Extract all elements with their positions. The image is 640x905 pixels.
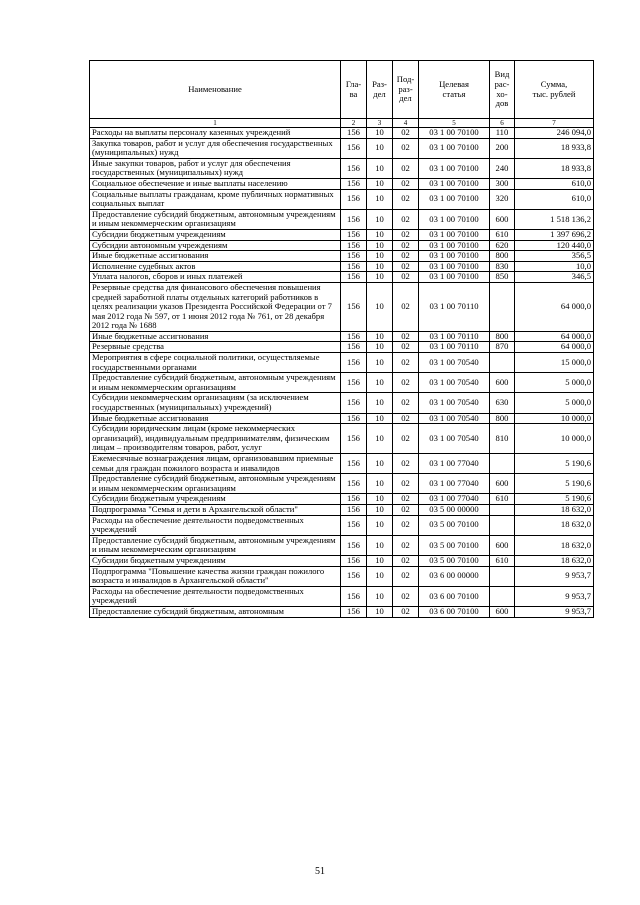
- cell-summa: 356,5: [515, 251, 594, 262]
- cell-razdel: 10: [367, 240, 393, 251]
- table-row: [90, 282, 594, 331]
- cell-name: Иные бюджетные ассигнования: [90, 413, 341, 424]
- col-header-name: Наименование: [90, 61, 341, 119]
- cell-summa: 64 000,0: [515, 342, 594, 353]
- cell-tsel: 03 6 00 70100: [419, 586, 490, 606]
- col-header-tsel-text: Целевая статья: [439, 78, 469, 99]
- cell-glava: 156: [341, 393, 367, 413]
- cell-vid: 110: [490, 128, 515, 139]
- cell-name: Субсидии автономным учреждениям: [90, 240, 341, 251]
- cell-razdel: 10: [367, 566, 393, 586]
- table-row: [90, 393, 594, 413]
- table-row: [90, 353, 594, 373]
- cell-tsel: 03 1 00 70540: [419, 393, 490, 413]
- cell-summa: 18 632,0: [515, 515, 594, 535]
- cell-glava: 156: [341, 413, 367, 424]
- cell-vid: [490, 566, 515, 586]
- col-header-vid-text: Вид рас- хо- дов: [494, 69, 510, 109]
- cell-summa: 5 000,0: [515, 373, 594, 393]
- table-row: [90, 272, 594, 283]
- cell-glava: 156: [341, 272, 367, 283]
- table-row: [90, 240, 594, 251]
- cell-razdel: 10: [367, 128, 393, 139]
- cell-name: Социальное обеспечение и иные выплаты населению: [90, 178, 341, 189]
- cell-podrazdel: 02: [393, 251, 419, 262]
- column-number: 1: [90, 119, 341, 128]
- cell-name: Расходы на обеспечение деятельности подведомственных учреждений: [90, 586, 341, 606]
- cell-glava: 156: [341, 342, 367, 353]
- cell-glava: 156: [341, 282, 367, 331]
- table-row: [90, 261, 594, 272]
- cell-tsel: 03 1 00 70100: [419, 261, 490, 272]
- cell-tsel: 03 5 00 70100: [419, 515, 490, 535]
- table-row: [90, 331, 594, 342]
- table-row: [90, 424, 594, 454]
- cell-name: Расходы на выплаты персоналу казенных учреждений: [90, 128, 341, 139]
- table-row: [90, 606, 594, 617]
- cell-podrazdel: 02: [393, 240, 419, 251]
- cell-name: Субсидии бюджетным учреждениям: [90, 555, 341, 566]
- cell-tsel: 03 1 00 70540: [419, 373, 490, 393]
- cell-razdel: 10: [367, 504, 393, 515]
- cell-name: Предоставление субсидий бюджетным, автономным: [90, 606, 341, 617]
- cell-vid: 800: [490, 413, 515, 424]
- cell-tsel: 03 1 00 70100: [419, 209, 490, 229]
- cell-glava: 156: [341, 138, 367, 158]
- cell-name: Предоставление субсидий бюджетным, автономным учреждениям и иным некоммерческим организациям: [90, 474, 341, 494]
- cell-summa: 1 518 136,2: [515, 209, 594, 229]
- cell-summa: 10 000,0: [515, 424, 594, 454]
- cell-glava: 156: [341, 494, 367, 505]
- cell-glava: 156: [341, 474, 367, 494]
- cell-name: Предоставление субсидий бюджетным, автономным учреждениям и иным некоммерческим организациям: [90, 535, 341, 555]
- cell-razdel: 10: [367, 535, 393, 555]
- cell-glava: 156: [341, 454, 367, 474]
- table-row: [90, 373, 594, 393]
- col-header-glava: [341, 61, 367, 119]
- cell-podrazdel: 02: [393, 272, 419, 283]
- cell-name: Ежемесячные вознаграждения лицам, организовавшим приемные семьи для граждан пожилого возраста и инвалидов: [90, 454, 341, 474]
- cell-vid: 620: [490, 240, 515, 251]
- cell-name: Субсидии бюджетным учреждениям: [90, 494, 341, 505]
- cell-tsel: 03 1 00 70100: [419, 251, 490, 262]
- column-number: 6: [490, 119, 515, 128]
- column-number: 5: [419, 119, 490, 128]
- cell-vid: 610: [490, 555, 515, 566]
- cell-podrazdel: 02: [393, 535, 419, 555]
- table-row: [90, 128, 594, 139]
- cell-summa: 120 440,0: [515, 240, 594, 251]
- table-row: [90, 158, 594, 178]
- cell-vid: 830: [490, 261, 515, 272]
- cell-glava: 156: [341, 158, 367, 178]
- cell-tsel: 03 1 00 70110: [419, 331, 490, 342]
- cell-vid: 320: [490, 189, 515, 209]
- col-header-summa-text: Сумма, тыс. рублей: [532, 78, 576, 99]
- cell-name: Резервные средства: [90, 342, 341, 353]
- cell-razdel: 10: [367, 454, 393, 474]
- cell-razdel: 10: [367, 424, 393, 454]
- cell-summa: 610,0: [515, 189, 594, 209]
- cell-podrazdel: 02: [393, 494, 419, 505]
- cell-podrazdel: 02: [393, 331, 419, 342]
- column-number-row: [90, 119, 594, 128]
- cell-razdel: 10: [367, 138, 393, 158]
- table-row: [90, 342, 594, 353]
- table-row: [90, 515, 594, 535]
- table-row: [90, 178, 594, 189]
- cell-summa: 64 000,0: [515, 282, 594, 331]
- cell-razdel: 10: [367, 606, 393, 617]
- col-header-razdel-text: Раз- дел: [372, 78, 387, 99]
- header-row: [90, 61, 594, 119]
- cell-vid: 600: [490, 606, 515, 617]
- cell-podrazdel: 02: [393, 606, 419, 617]
- col-header-podrazdel: [393, 61, 419, 119]
- cell-podrazdel: 02: [393, 261, 419, 272]
- cell-tsel: 03 6 00 70100: [419, 606, 490, 617]
- cell-tsel: 03 1 00 70100: [419, 158, 490, 178]
- cell-tsel: 03 1 00 70540: [419, 413, 490, 424]
- cell-summa: 1 397 696,2: [515, 229, 594, 240]
- cell-vid: 600: [490, 535, 515, 555]
- cell-tsel: 03 1 00 70110: [419, 342, 490, 353]
- table-row: [90, 209, 594, 229]
- cell-tsel: 03 1 00 70100: [419, 240, 490, 251]
- cell-razdel: 10: [367, 282, 393, 331]
- col-header-glava-text: Гла- ва: [345, 78, 362, 99]
- cell-name: Субсидии бюджетным учреждениям: [90, 229, 341, 240]
- cell-summa: 10,0: [515, 261, 594, 272]
- cell-name: Субсидии некоммерческим организациям (за исключением государственных (муниципальных) учреждений): [90, 393, 341, 413]
- table-row: [90, 504, 594, 515]
- cell-podrazdel: 02: [393, 128, 419, 139]
- cell-summa: 18 933,8: [515, 138, 594, 158]
- cell-razdel: 10: [367, 272, 393, 283]
- cell-podrazdel: 02: [393, 515, 419, 535]
- cell-summa: 18 632,0: [515, 555, 594, 566]
- cell-vid: 610: [490, 229, 515, 240]
- cell-podrazdel: 02: [393, 474, 419, 494]
- cell-name: Предоставление субсидий бюджетным, автономным учреждениям и иным некоммерческим организациям: [90, 209, 341, 229]
- cell-podrazdel: 02: [393, 189, 419, 209]
- table-row: [90, 494, 594, 505]
- table-row: [90, 586, 594, 606]
- cell-razdel: 10: [367, 178, 393, 189]
- cell-vid: [490, 515, 515, 535]
- cell-razdel: 10: [367, 342, 393, 353]
- cell-name: Иные закупки товаров, работ и услуг для обеспечения государственных (муниципальных) нужд: [90, 158, 341, 178]
- cell-tsel: 03 5 00 00000: [419, 504, 490, 515]
- cell-vid: 600: [490, 373, 515, 393]
- cell-razdel: 10: [367, 586, 393, 606]
- cell-glava: 156: [341, 353, 367, 373]
- table-row: [90, 454, 594, 474]
- cell-name: Социальные выплаты гражданам, кроме публичных нормативных социальных выплат: [90, 189, 341, 209]
- cell-podrazdel: 02: [393, 282, 419, 331]
- cell-razdel: 10: [367, 474, 393, 494]
- cell-podrazdel: 02: [393, 158, 419, 178]
- cell-summa: 9 953,7: [515, 606, 594, 617]
- cell-summa: 9 953,7: [515, 566, 594, 586]
- cell-name: Мероприятия в сфере социальной политики, осуществляемые государственными органами: [90, 353, 341, 373]
- cell-vid: [490, 353, 515, 373]
- cell-tsel: 03 1 00 77040: [419, 454, 490, 474]
- cell-podrazdel: 02: [393, 209, 419, 229]
- cell-vid: [490, 586, 515, 606]
- cell-podrazdel: 02: [393, 393, 419, 413]
- table-row: [90, 566, 594, 586]
- table-row: [90, 251, 594, 262]
- cell-glava: 156: [341, 261, 367, 272]
- cell-glava: 156: [341, 240, 367, 251]
- cell-glava: 156: [341, 229, 367, 240]
- cell-podrazdel: 02: [393, 178, 419, 189]
- cell-razdel: 10: [367, 229, 393, 240]
- budget-table: [89, 60, 594, 618]
- cell-vid: 810: [490, 424, 515, 454]
- table-row: [90, 413, 594, 424]
- cell-summa: 18 933,8: [515, 158, 594, 178]
- cell-vid: 800: [490, 331, 515, 342]
- cell-summa: 18 632,0: [515, 535, 594, 555]
- cell-summa: 346,5: [515, 272, 594, 283]
- col-header-razdel: [367, 61, 393, 119]
- cell-podrazdel: 02: [393, 373, 419, 393]
- cell-glava: 156: [341, 515, 367, 535]
- cell-razdel: 10: [367, 209, 393, 229]
- cell-name: Подпрограмма "Повышение качества жизни граждан пожилого возраста и инвалидов в Архангельской области": [90, 566, 341, 586]
- cell-tsel: 03 1 00 70110: [419, 282, 490, 331]
- cell-name: Расходы на обеспечение деятельности подведомственных учреждений: [90, 515, 341, 535]
- cell-glava: 156: [341, 586, 367, 606]
- cell-tsel: 03 1 00 70100: [419, 189, 490, 209]
- col-header-summa: [515, 61, 594, 119]
- cell-glava: 156: [341, 209, 367, 229]
- cell-glava: 156: [341, 178, 367, 189]
- cell-podrazdel: 02: [393, 342, 419, 353]
- cell-tsel: 03 1 00 70100: [419, 272, 490, 283]
- column-number: 2: [341, 119, 367, 128]
- cell-name: Субсидии юридическим лицам (кроме некоммерческих организаций), индивидуальным предпринимателям, физическим лицам – производителям товаров, работ, услуг: [90, 424, 341, 454]
- cell-vid: [490, 454, 515, 474]
- cell-podrazdel: 02: [393, 566, 419, 586]
- cell-podrazdel: 02: [393, 454, 419, 474]
- cell-razdel: 10: [367, 393, 393, 413]
- cell-vid: 800: [490, 251, 515, 262]
- cell-glava: 156: [341, 606, 367, 617]
- cell-tsel: 03 1 00 70540: [419, 353, 490, 373]
- table-row: [90, 555, 594, 566]
- cell-name: Иные бюджетные ассигнования: [90, 251, 341, 262]
- cell-glava: 156: [341, 251, 367, 262]
- cell-tsel: 03 5 00 70100: [419, 555, 490, 566]
- cell-podrazdel: 02: [393, 504, 419, 515]
- cell-vid: 610: [490, 494, 515, 505]
- cell-vid: 630: [490, 393, 515, 413]
- cell-vid: 200: [490, 138, 515, 158]
- cell-name: Исполнение судебных актов: [90, 261, 341, 272]
- cell-glava: 156: [341, 535, 367, 555]
- cell-summa: 5 190,6: [515, 454, 594, 474]
- cell-summa: 18 632,0: [515, 504, 594, 515]
- cell-vid: 240: [490, 158, 515, 178]
- cell-vid: 600: [490, 209, 515, 229]
- cell-name: Резервные средства для финансового обеспечения повышения средней заработной платы отдельных категорий работников в целях реализации указов Президента Российской Федерации от 7 мая 2012 года № 597, от 1 июня 2012 года № 761, от 28 декабря 2012 года № 1688: [90, 282, 341, 331]
- cell-podrazdel: 02: [393, 229, 419, 240]
- cell-tsel: 03 1 00 77040: [419, 474, 490, 494]
- table-row: [90, 474, 594, 494]
- cell-glava: 156: [341, 566, 367, 586]
- cell-vid: 870: [490, 342, 515, 353]
- cell-name: Иные бюджетные ассигнования: [90, 331, 341, 342]
- cell-razdel: 10: [367, 555, 393, 566]
- cell-summa: 5 190,6: [515, 474, 594, 494]
- table-row: [90, 229, 594, 240]
- col-header-vid: [490, 61, 515, 119]
- cell-summa: 10 000,0: [515, 413, 594, 424]
- cell-razdel: 10: [367, 353, 393, 373]
- cell-podrazdel: 02: [393, 138, 419, 158]
- cell-podrazdel: 02: [393, 555, 419, 566]
- cell-glava: 156: [341, 555, 367, 566]
- cell-summa: 5 190,6: [515, 494, 594, 505]
- cell-glava: 156: [341, 373, 367, 393]
- cell-razdel: 10: [367, 251, 393, 262]
- cell-summa: 9 953,7: [515, 586, 594, 606]
- column-number: 3: [367, 119, 393, 128]
- cell-tsel: 03 6 00 00000: [419, 566, 490, 586]
- cell-podrazdel: 02: [393, 413, 419, 424]
- cell-tsel: 03 1 00 70100: [419, 138, 490, 158]
- cell-vid: 300: [490, 178, 515, 189]
- cell-tsel: 03 1 00 70100: [419, 229, 490, 240]
- cell-name: Уплата налогов, сборов и иных платежей: [90, 272, 341, 283]
- table-row: [90, 138, 594, 158]
- cell-summa: 610,0: [515, 178, 594, 189]
- cell-glava: 156: [341, 331, 367, 342]
- cell-vid: [490, 282, 515, 331]
- cell-razdel: 10: [367, 158, 393, 178]
- page-number: 51: [315, 866, 325, 877]
- cell-tsel: 03 1 00 70540: [419, 424, 490, 454]
- cell-name: Подпрограмма "Семья и дети в Архангельской области": [90, 504, 341, 515]
- cell-tsel: 03 5 00 70100: [419, 535, 490, 555]
- cell-vid: 600: [490, 474, 515, 494]
- cell-glava: 156: [341, 424, 367, 454]
- table-body: [90, 128, 594, 618]
- cell-glava: 156: [341, 504, 367, 515]
- cell-summa: 15 000,0: [515, 353, 594, 373]
- cell-podrazdel: 02: [393, 424, 419, 454]
- cell-razdel: 10: [367, 413, 393, 424]
- cell-razdel: 10: [367, 515, 393, 535]
- cell-summa: 246 094,0: [515, 128, 594, 139]
- column-number: 4: [393, 119, 419, 128]
- cell-name: Закупка товаров, работ и услуг для обеспечения государственных (муниципальных) нужд: [90, 138, 341, 158]
- cell-glava: 156: [341, 128, 367, 139]
- cell-tsel: 03 1 00 70100: [419, 128, 490, 139]
- cell-tsel: 03 1 00 70100: [419, 178, 490, 189]
- cell-vid: [490, 504, 515, 515]
- cell-podrazdel: 02: [393, 586, 419, 606]
- cell-razdel: 10: [367, 494, 393, 505]
- cell-vid: 850: [490, 272, 515, 283]
- col-header-tsel: [419, 61, 490, 119]
- cell-tsel: 03 1 00 77040: [419, 494, 490, 505]
- col-header-podrazdel-text: Под- раз- дел: [396, 74, 415, 104]
- cell-razdel: 10: [367, 261, 393, 272]
- cell-podrazdel: 02: [393, 353, 419, 373]
- column-number: 7: [515, 119, 594, 128]
- cell-glava: 156: [341, 189, 367, 209]
- cell-razdel: 10: [367, 373, 393, 393]
- cell-name: Предоставление субсидий бюджетным, автономным учреждениям и иным некоммерческим организациям: [90, 373, 341, 393]
- cell-summa: 5 000,0: [515, 393, 594, 413]
- cell-razdel: 10: [367, 189, 393, 209]
- cell-razdel: 10: [367, 331, 393, 342]
- table-row: [90, 535, 594, 555]
- cell-summa: 64 000,0: [515, 331, 594, 342]
- table-row: [90, 189, 594, 209]
